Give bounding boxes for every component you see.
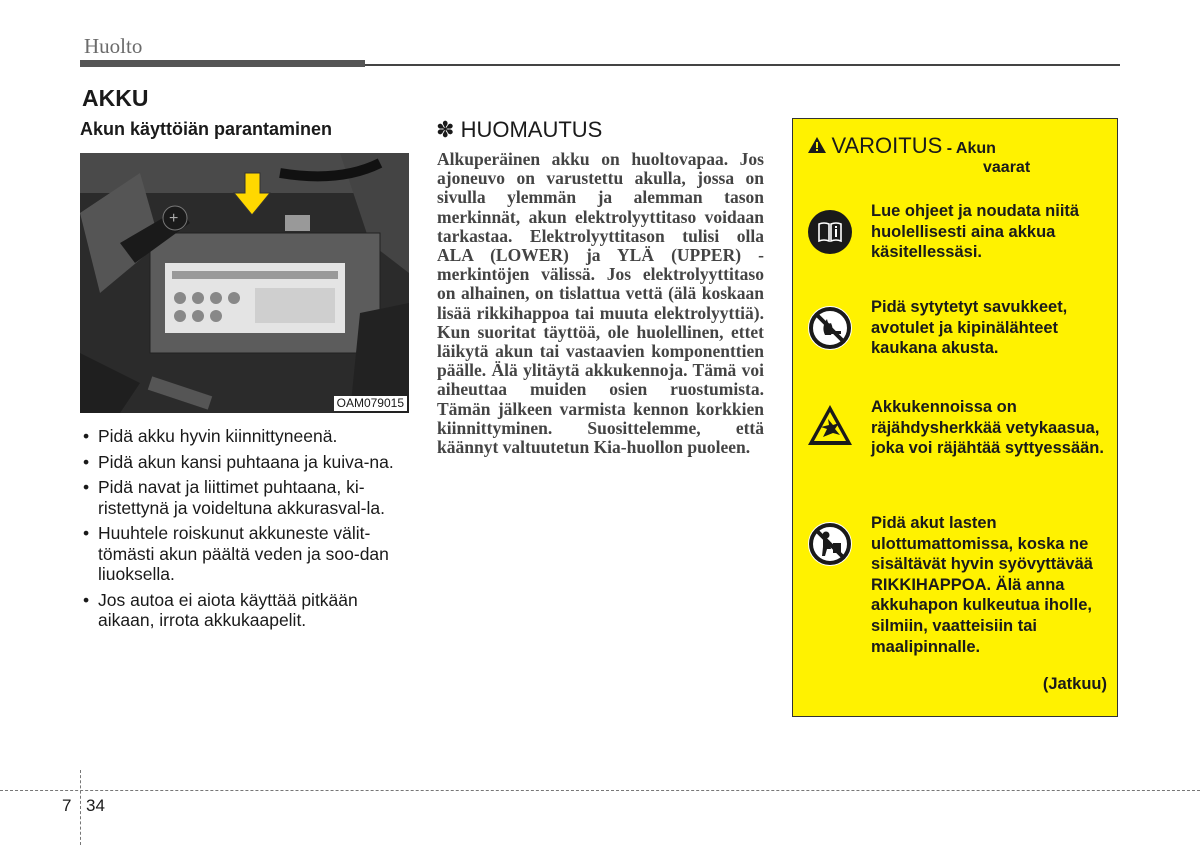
warning-box	[792, 118, 1118, 717]
note-title: HUOMAUTUS	[460, 117, 603, 142]
warning-title-line2: vaarat	[983, 159, 1031, 176]
continued-label: (Jatkuu)	[1042, 675, 1107, 693]
list-item: • Pidä akun kansi puhtaana ja kuiva-na.	[80, 452, 410, 473]
page-number: 34	[86, 796, 105, 815]
header-bar	[80, 60, 365, 67]
no-fire-smoking-icon	[807, 305, 853, 351]
warning-item-text: Lue ohjeet ja noudata niitä huolellisesti aina akkua käsitellessäsi.	[871, 202, 1080, 262]
note-symbol-icon: ✽	[436, 117, 455, 142]
battery-photo	[80, 153, 409, 413]
svg-text:+: +	[169, 210, 179, 227]
header-rule	[365, 64, 1120, 66]
battery-illustration	[80, 153, 409, 413]
figure-code: OAM079015	[334, 396, 407, 411]
chapter-number: 7	[62, 796, 72, 815]
list-item: • Huuhtele roiskunut akkuneste välit-tömästi akun päältä veden ja soo-dan liuoksella.	[80, 523, 410, 585]
warning-item-text: Pidä akut lasten ulottumattomissa, koska ne sisältävät hyvin syövyttävää RIKKIHAPPOA. Älä anna akkuhapon kulkeutua iholle, silmiin, vaatteisiin tai maalipinnalle.	[871, 514, 1093, 656]
maintenance-tips-list	[80, 426, 410, 636]
warning-title	[807, 133, 1107, 159]
note-heading	[436, 117, 602, 143]
section-title: AKKU	[82, 85, 149, 111]
footer-margin-rule	[80, 770, 81, 845]
list-item: • Pidä navat ja liittimet puhtaana, ki-ristettynä ja voideltuna akkurasval-la.	[80, 477, 410, 518]
explosion-hazard-icon	[807, 403, 853, 449]
note-body: Alkuperäinen akku on huoltovapaa. Jos ajoneuvo on varustettu akulla, jossa on sivulla ylemmän ja alemman tason merkinnät, akun elektrolyyttitaso voidaan tarkastaa. Elektrolyyttitason tulisi olla ALA (LOWER) ja YLÄ (UPPER) -merkintöjen välissä. Jos elektrolyyttitaso on alhainen, on tislattua vettä (älä koskaan lisää rikkihappoa tai muuta elektrolyyttiä). Kun suoritat täyttöä, ole huolellinen, ettet läikytä akun tai vastaavien komponenttien päälle. Älä ylitäytä akkukennoja. Tämä voi aiheuttaa muiden osien ruostumista. Tämän jälkeen varmista kennon korkkien kiinnittyminen. Suosittelemme, että käännyt valtuutetun Kia-huollon puoleen.	[437, 149, 764, 458]
list-item: • Pidä akku hyvin kiinnittyneenä.	[80, 426, 410, 447]
warning-title-suffix: - Akun	[946, 140, 996, 157]
list-item: • Jos autoa ei aiota käyttää pitkään aikaan, irrota akkukaapelit.	[80, 590, 410, 631]
warning-label: VAROITUS	[831, 133, 943, 158]
warning-triangle-icon	[807, 136, 827, 154]
keep-from-children-icon	[807, 521, 853, 567]
footer-rule	[0, 790, 1200, 791]
running-head: Huolto	[84, 34, 143, 58]
manual-book-icon	[807, 209, 853, 255]
warning-item-text: Akkukennoissa on räjähdysherkkää vetykaasua, joka voi räjähtää syttyessään.	[871, 398, 1104, 458]
subsection-title: Akun käyttöiän parantaminen	[80, 119, 333, 139]
warning-item-text: Pidä sytytetyt savukkeet, avotulet ja kipinälähteet kaukana akusta.	[871, 298, 1068, 358]
